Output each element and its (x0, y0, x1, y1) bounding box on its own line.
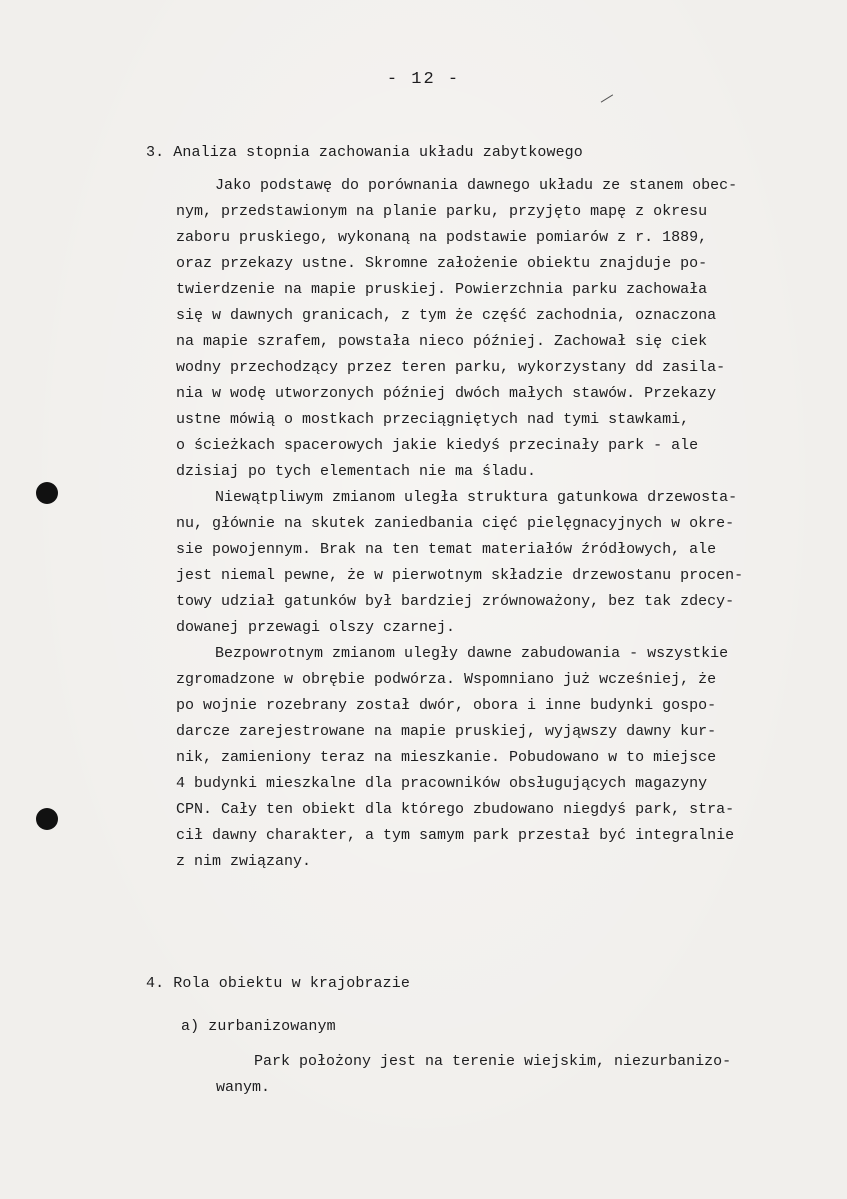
body-line: Jako podstawę do porównania dawnego układu ze stanem obec- (215, 177, 738, 194)
page-number: - 12 - (386, 70, 461, 89)
body-line: nia w wodę utworzonych później dwóch małych stawów. Przekazy (176, 385, 717, 402)
body-line: zaboru pruskiego, wykonaną na podstawie pomiarów z r. 1889, (176, 229, 708, 246)
body-line: Niewątpliwym zmianom uległa struktura gatunkowa drzewosta- (215, 489, 738, 506)
pen-tick-mark (601, 94, 614, 103)
body-line: CPN. Cały ten obiekt dla którego zbudowano niegdyś park, stra- (176, 801, 735, 818)
body-line: o ścieżkach spacerowych jakie kiedyś przecinały park - ale (176, 437, 699, 454)
punch-hole-top (36, 482, 58, 504)
body-line: nym, przedstawionym na planie parku, przyjęto mapę z okresu (176, 203, 708, 220)
body-line: sie powojennym. Brak na ten temat materiałów źródłowych, ale (176, 541, 717, 558)
body-line: wodny przechodzący przez teren parku, wykorzystany dd zasila- (176, 359, 726, 376)
body-line: z nim związany. (176, 853, 312, 870)
body-line: dowanej przewagi olszy czarnej. (176, 619, 456, 636)
body-line: towy udział gatunków był bardziej zrównoważony, bez tak zdecy- (176, 593, 735, 610)
section-4-heading: 4. Rola obiektu w krajobrazie (146, 975, 410, 992)
body-line: wanym. (216, 1079, 271, 1096)
body-line: po wojnie rozebrany został dwór, obora i inne budynki gospo- (176, 697, 717, 714)
body-line: Bezpowrotnym zmianom uległy dawne zabudowania - wszystkie (215, 645, 729, 662)
body-line: na mapie szrafem, powstała nieco później. Zachował się ciek (176, 333, 708, 350)
body-line: nik, zamieniony teraz na mieszkanie. Pobudowano w to miejsce (176, 749, 717, 766)
punch-hole-bottom (36, 808, 58, 830)
body-line: twierdzenie na mapie pruskiej. Powierzchnia parku zachowała (176, 281, 708, 298)
body-line: nu, głównie na skutek zaniedbania cięć pielęgnacyjnych w okre- (176, 515, 735, 532)
body-line: oraz przekazy ustne. Skromne założenie obiektu znajduje po- (176, 255, 708, 272)
body-line: ustne mówią o mostkach przeciągniętych nad tymi stawkami, (176, 411, 690, 428)
body-line: dzisiaj po tych elementach nie ma śladu. (176, 463, 537, 480)
body-line: cił dawny charakter, a tym samym park przestał być integralnie (176, 827, 735, 844)
body-line: jest niemal pewne, że w pierwotnym składzie drzewostanu procen- (176, 567, 744, 584)
section-4-subheading: a) zurbanizowanym (181, 1018, 336, 1035)
body-line: Park położony jest na terenie wiejskim, niezurbanizo- (254, 1053, 732, 1070)
body-line: się w dawnych granicach, z tym że część zachodnia, oznaczona (176, 307, 717, 324)
body-line: 4 budynki mieszkalne dla pracowników obsługujących magazyny (176, 775, 708, 792)
section-3-heading: 3. Analiza stopnia zachowania układu zabytkowego (146, 144, 583, 161)
body-line: zgromadzone w obrębie podwórza. Wspomniano już wcześniej, że (176, 671, 717, 688)
body-line: darcze zarejestrowane na mapie pruskiej, wyjąwszy dawny kur- (176, 723, 717, 740)
